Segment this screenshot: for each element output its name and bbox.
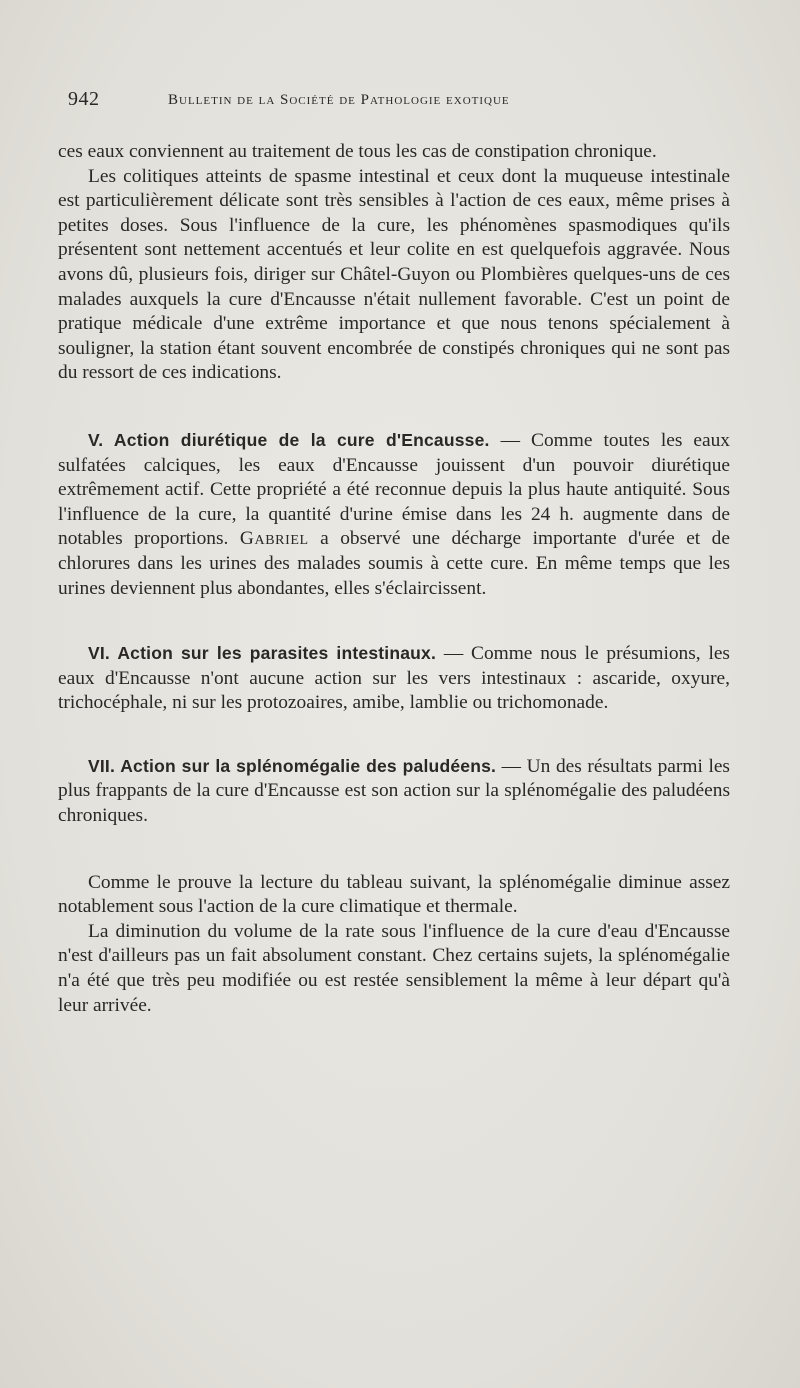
section-v bbox=[58, 428, 730, 601]
section-vi bbox=[58, 641, 730, 716]
section-gap bbox=[58, 601, 730, 641]
paragraph-colitiques: Les colitiques atteints de spasme intestinal et ceux dont la muqueuse intestinale est particulièrement délicate sont très sensibles à l'action de ces eaux, même prises à petites doses. Sous l'influence de la cure, les phénomènes spasmodiques qu'ils présentent sont nettement accentués et leur colite en est quelquefois aggravée. Nous avons dû, plusieurs fois, diriger sur Châtel-Guyon ou Plombières quelques-uns de ces malades auxquels la cure d'Encausse n'était nullement favorable. C'est un point de pratique médicale d'une extrême importance et que nous tenons spécialement à souligner, la station étant souvent encombrée de constipés chroniques qui ne sont pas du ressort de ces indications. bbox=[58, 165, 730, 384]
section-gap bbox=[58, 716, 730, 754]
section-v-text-b: a observé une décharge importante d'urée et de chlorures dans les urines des malades soumis à cette cure. En même temps que les urines deviennent plus abondantes, elles s'éclaircissent. bbox=[58, 528, 730, 599]
body-text bbox=[58, 140, 730, 1018]
section-vii bbox=[58, 754, 730, 829]
author-name-gabriel: Gabriel bbox=[239, 528, 309, 550]
paragraph-constipation: ces eaux conviennent au traitement de tous les cas de constipation chronique. bbox=[58, 141, 657, 162]
section-gap bbox=[58, 386, 730, 428]
page-number: 942 bbox=[68, 88, 100, 110]
section-vi-heading: VI. Action sur les parasites intestinaux. bbox=[88, 643, 437, 664]
section-gap bbox=[58, 829, 730, 871]
running-head bbox=[68, 88, 728, 118]
section-vi-text: — Comme nous le présumions, les eaux d'Encausse n'ont aucune action sur les vers intestinaux : ascaride, oxyure, trichocéphale, ni sur les protozoaires, amibe, lamblie ou trichomonade. bbox=[58, 643, 730, 714]
section-vii-text: — Un des résultats parmi les plus frappants de la cure d'Encausse est son action sur la splénomégalie des paludéens chroniques. bbox=[58, 755, 730, 827]
journal-title: Bulletin de la Société de Pathologie exotique bbox=[168, 92, 510, 108]
paragraph-tableau: Comme le prouve la lecture du tableau suivant, la splénomégalie diminue assez notablement sous l'action de la cure climatique et thermale. bbox=[58, 871, 730, 918]
paragraph-diminution: La diminution du volume de la rate sous l'influence de la cure d'eau d'Encausse n'est d'ailleurs pas un fait absolument constant. Chez certains sujets, la splénomégalie n'a été que très peu modifiée ou est restée sensiblement la même à leur départ qu'à leur arrivée. bbox=[58, 920, 730, 1016]
section-v-heading: V. Action diurétique de la cure d'Encausse. bbox=[88, 429, 490, 450]
section-v-text-a: — Comme toutes les eaux sulfatées calciques, les eaux d'Encausse jouissent d'un pouvoir diurétique extrêmement actif. Cette propriété a été reconnue depuis la plus haute antiquité. Sous l'influence de la cure, la quantité d'urine émise dans les 24 h. augmente dans de notables proportions. bbox=[58, 429, 730, 550]
section-vii-heading: VII. Action sur la splénomégalie des paludéens. bbox=[88, 755, 497, 776]
